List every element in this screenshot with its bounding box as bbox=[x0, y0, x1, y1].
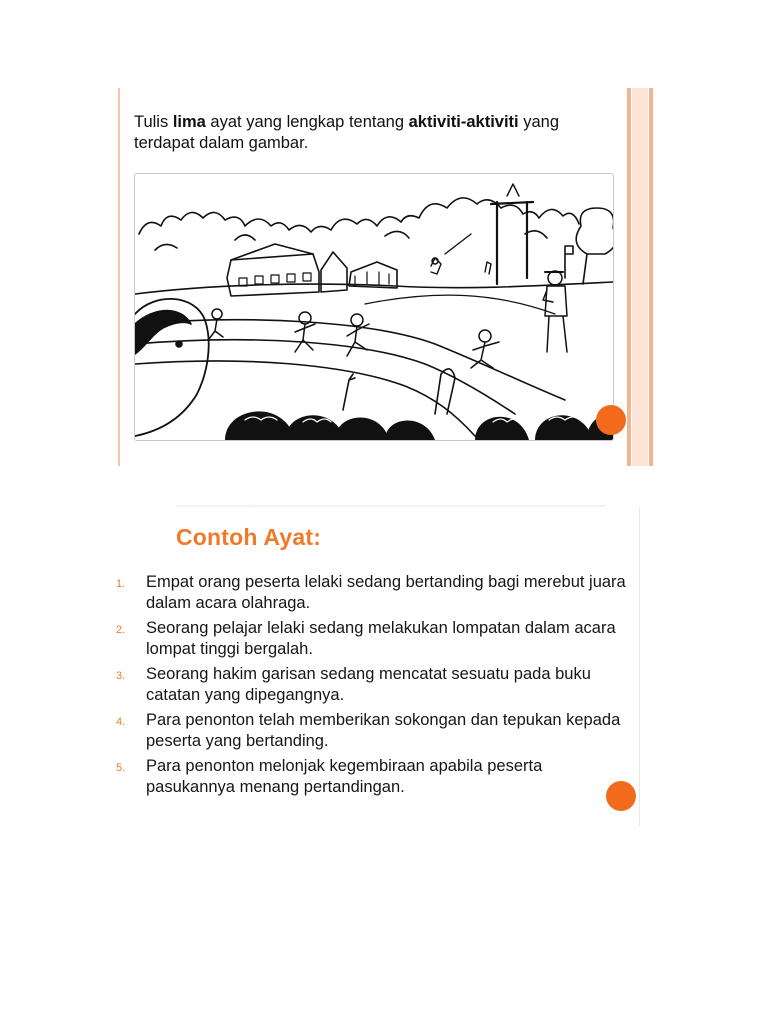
list-item-text: Para penonton telah memberikan sokongan dan tepukan kepada peserta yang bertanding. bbox=[146, 711, 621, 750]
list-number: 5. bbox=[116, 762, 126, 774]
slide-1-stripe bbox=[627, 88, 631, 466]
instruction-text bbox=[134, 112, 614, 154]
slide-1-orange-dot bbox=[596, 405, 626, 435]
list-number: 3. bbox=[116, 670, 126, 682]
list-item bbox=[116, 664, 626, 706]
list-item-text: Seorang hakim garisan sedang mencatat sesuatu pada buku catatan yang dipegangnya. bbox=[146, 665, 591, 704]
list-number: 2. bbox=[116, 624, 126, 636]
list-item-text: Para penonton melonjak kegembiraan apabila peserta pasukannya menang pertandingan. bbox=[146, 757, 543, 796]
list-item-text: Seorang pelajar lelaki sedang melakukan lompatan dalam acara lompat tinggi bergalah. bbox=[146, 619, 616, 658]
slide-2-top-shadow bbox=[176, 505, 606, 508]
slide-1-left-border bbox=[118, 88, 120, 466]
sports-day-illustration bbox=[134, 173, 614, 441]
slide-1-stripe bbox=[649, 88, 653, 466]
instruction-part: Tulis bbox=[134, 113, 173, 131]
slide-2-orange-dot bbox=[606, 781, 636, 811]
instruction-part: yang terdapat dalam gambar. bbox=[134, 113, 560, 152]
list-item bbox=[116, 756, 626, 798]
slide-2-right-border bbox=[639, 507, 640, 827]
slide-1-stripe bbox=[632, 88, 648, 466]
example-heading: Contoh Ayat: bbox=[176, 524, 322, 550]
list-number: 1. bbox=[116, 578, 126, 590]
list-item bbox=[116, 710, 626, 752]
instruction-part-bold: lima bbox=[172, 113, 206, 131]
list-item bbox=[116, 572, 626, 614]
list-item-text: Empat orang peserta lelaki sedang bertanding bagi merebut juara dalam acara olahraga. bbox=[146, 573, 626, 612]
list-number: 4. bbox=[116, 716, 126, 728]
list-item bbox=[116, 618, 626, 660]
instruction-part-bold: aktiviti-aktiviti bbox=[408, 113, 519, 131]
example-sentence-list bbox=[116, 572, 626, 802]
instruction-part: ayat yang lengkap tentang bbox=[205, 113, 409, 131]
